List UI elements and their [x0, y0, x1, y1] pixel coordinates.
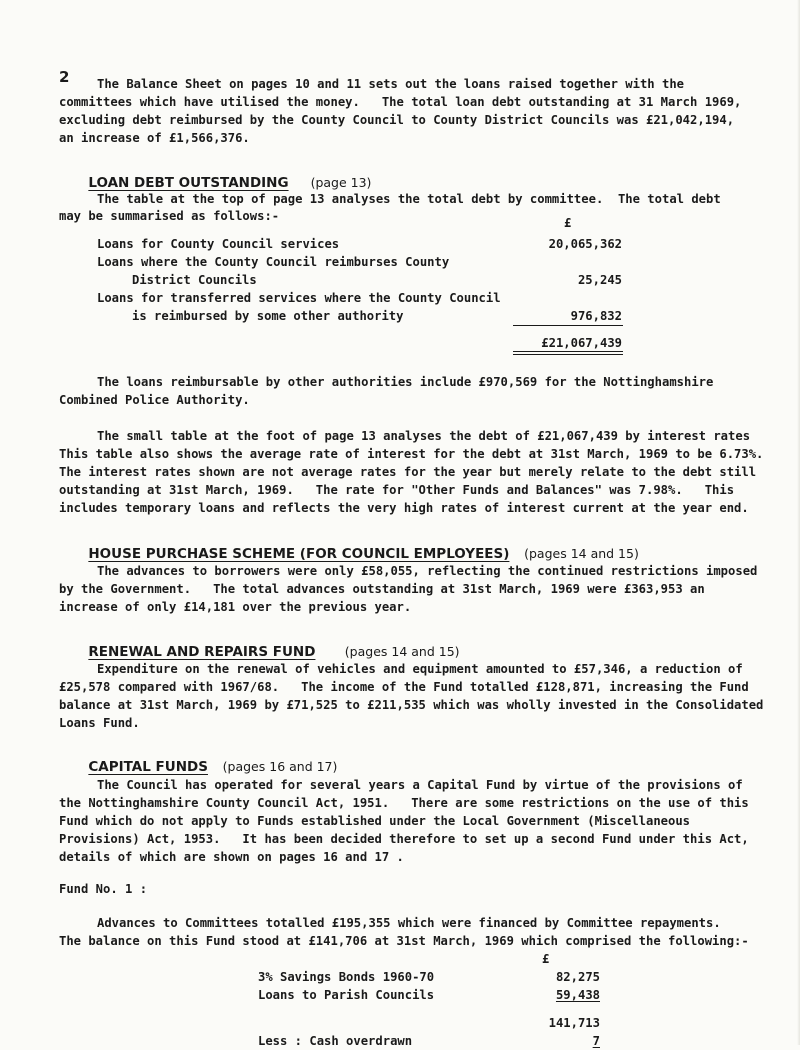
- renewal-heading: RENEWAL AND REPAIRS FUND: [88, 644, 316, 660]
- renewal-para-line-4: Loans Fund.: [59, 716, 140, 730]
- intro-line-1: The Balance Sheet on pages 10 and 11 sets out the loans raised together with the: [97, 77, 684, 91]
- capital-heading-note: (pages 16 and 17): [222, 759, 338, 774]
- loan-debt-row-value: 976,832: [570, 309, 622, 323]
- loan-debt-para3-line-5: includes temporary loans and reflects the very high rates of interest current at the year end.: [59, 501, 749, 515]
- total-rule-bottom-1: [513, 351, 623, 352]
- fund1-para-line-2: The balance on this Fund stood at £141,706 at 31st March, 1969 which comprised the following:-: [59, 934, 749, 948]
- house-heading: HOUSE PURCHASE SCHEME (FOR COUNCIL EMPLOYEES): [88, 546, 510, 562]
- fund1-bonds-value: 82,275: [555, 970, 600, 984]
- total-rule-top: [513, 325, 623, 326]
- loan-debt-para-line-2: may be summarised as follows:-: [59, 209, 280, 223]
- intro-line-2: committees which have utilised the money. The total loan debt outstanding at 31 March 1969,: [59, 95, 742, 109]
- page-number: 2: [59, 68, 70, 86]
- fund1-less-label: Less : Cash overdrawn: [258, 1034, 413, 1048]
- fund1-currency: £: [542, 952, 550, 966]
- intro-line-4: an increase of £1,566,376.: [59, 131, 250, 145]
- loan-debt-para3-line-2: This table also shows the average rate of interest for the debt at 31st March, 1969 to be 6.73%.: [59, 447, 764, 461]
- loan-debt-para2-line-2: Combined Police Authority.: [59, 393, 250, 407]
- total-rule-bottom-2: [513, 354, 623, 355]
- house-para-line-3: increase of only £14,181 over the previous year.: [59, 600, 412, 614]
- loan-debt-para3-line-4: outstanding at 31st March, 1969. The rate for "Other Funds and Balances" was 7.98%. This: [59, 483, 735, 497]
- house-para-line-1: The advances to borrowers were only £58,055, reflecting the continued restrictions imposed: [97, 564, 758, 578]
- fund1-para-line-1: Advances to Committees totalled £195,355 which were financed by Committee repayments.: [97, 916, 721, 930]
- loan-debt-row-label: Loans where the County Council reimburses County: [97, 255, 450, 269]
- renewal-para-line-1: Expenditure on the renewal of vehicles and equipment amounted to £57,346, a reduction of: [97, 662, 743, 676]
- loan-debt-row-value: 25,245: [577, 273, 622, 287]
- capital-para-line-5: details of which are shown on pages 16 and 17 .: [59, 850, 404, 864]
- fund1-bonds-label: 3% Savings Bonds 1960-70: [258, 970, 435, 984]
- loan-debt-para3-line-3: The interest rates shown are not average rates for the year but merely relate to the debt still: [59, 465, 757, 479]
- capital-para-line-4: Provisions) Act, 1953. It has been decided therefore to set up a second Fund under this Act,: [59, 832, 749, 846]
- house-para-line-2: by the Government. The total advances outstanding at 31st March, 1969 were £363,953 an: [59, 582, 705, 596]
- fund1-loans-label: Loans to Parish Councils: [258, 988, 435, 1002]
- loan-debt-row-label: is reimbursed by some other authority: [132, 309, 404, 323]
- renewal-heading-note: (pages 14 and 15): [344, 644, 460, 659]
- loan-debt-para2-line-1: The loans reimbursable by other authorities include £970,569 for the Nottinghamshire: [97, 375, 714, 389]
- renewal-para-line-2: £25,578 compared with 1967/68. The income of the Fund totalled £128,871, increasing the Fund: [59, 680, 749, 694]
- fund1-subtotal: 141,713: [548, 1016, 600, 1030]
- loan-debt-heading-note: (page 13): [310, 175, 372, 190]
- fund1-label: Fund No. 1 :: [59, 882, 148, 896]
- loan-debt-row-value: 20,065,362: [548, 237, 622, 251]
- capital-para-line-3: Fund which do not apply to Funds established under the Local Government (Miscellaneous: [59, 814, 691, 828]
- loan-debt-total: £21,067,439: [541, 336, 622, 350]
- capital-heading: CAPITAL FUNDS: [88, 759, 208, 775]
- loan-debt-para3-line-1: The small table at the foot of page 13 analyses the debt of £21,067,439 by interest rates: [97, 429, 751, 443]
- renewal-para-line-3: balance at 31st March, 1969 by £71,525 to £211,535 which was wholly invested in the Consolidated: [59, 698, 764, 712]
- loan-debt-heading: LOAN DEBT OUTSTANDING: [88, 175, 289, 191]
- loan-debt-para-line-1: The table at the top of page 13 analyses the total debt by committee. The total debt: [97, 192, 721, 206]
- house-heading-note: (pages 14 and 15): [524, 546, 639, 561]
- capital-para-line-2: the Nottinghamshire County Council Act, 1951. There are some restrictions on the use of this: [59, 796, 749, 810]
- fund1-loans-value: 59,438: [555, 988, 600, 1002]
- loan-debt-row-label: Loans for transferred services where the County Council: [97, 291, 501, 305]
- intro-line-3: excluding debt reimbursed by the County Council to County District Councils was £21,042,194,: [59, 113, 735, 127]
- loan-debt-row-label: District Councils: [132, 273, 257, 287]
- capital-para-line-1: The Council has operated for several years a Capital Fund by virtue of the provisions of: [97, 778, 743, 792]
- fund1-less-value: 7: [592, 1034, 600, 1048]
- loan-debt-currency: £: [564, 216, 572, 230]
- loan-debt-row-label: Loans for County Council services: [97, 237, 340, 251]
